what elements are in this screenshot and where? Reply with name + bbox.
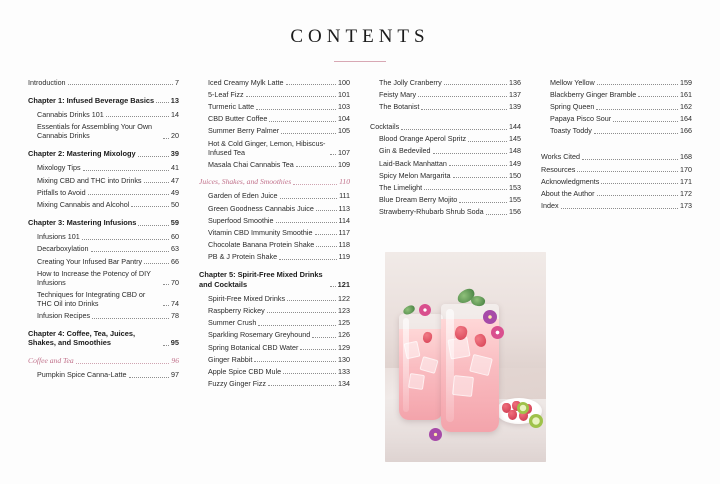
toc-entry-label: Green Goodness Cannabis Juice <box>208 203 314 213</box>
toc-entry-label: Cocktails <box>370 122 400 132</box>
toc-leader-dots <box>92 318 169 319</box>
toc-entry-page: 109 <box>338 159 350 169</box>
toc-entry[interactable] <box>199 379 350 388</box>
toc-entry[interactable] <box>370 102 521 111</box>
toc-entry-page: 144 <box>509 122 521 132</box>
toc-entry[interactable] <box>28 244 179 253</box>
toc-leader-dots <box>316 210 337 211</box>
toc-entry-label: Sparkling Rosemary Greyhound <box>208 330 311 340</box>
toc-entry-label: Pitfalls to Avoid <box>37 187 86 197</box>
toc-entry-page: 39 <box>170 149 179 159</box>
toc-entry-page: 133 <box>338 366 350 376</box>
toc-entry[interactable] <box>199 90 350 99</box>
toc-leader-dots <box>486 214 507 215</box>
toc-entry-label: Fuzzy Ginger Fizz <box>208 379 266 389</box>
toc-leader-dots <box>131 206 169 207</box>
toc-entry-label: Essentials for Assembling Your Own Cannabis Drinks <box>37 122 153 141</box>
toc-entry-label: Mixology Tips <box>37 163 81 173</box>
toc-entry[interactable] <box>199 306 350 315</box>
toc-entry-page: 173 <box>680 201 692 211</box>
toc-leader-dots <box>418 96 507 97</box>
toc-entry-label: CBD Butter Coffee <box>208 114 268 124</box>
toc-entry[interactable] <box>370 171 521 180</box>
toc-leader-dots <box>91 251 169 252</box>
toc-leader-dots <box>163 345 169 346</box>
toc-leader-dots <box>300 349 336 350</box>
toc-leader-dots <box>276 222 337 223</box>
toc-entry-label: Vitamin CBD Immunity Smoothie <box>208 227 313 237</box>
toc-entry[interactable] <box>541 152 692 161</box>
toc-entry[interactable] <box>199 330 350 339</box>
toc-leader-dots <box>258 325 336 326</box>
toc-leader-dots <box>330 286 336 287</box>
toc-entry[interactable] <box>28 176 179 185</box>
toc-entry-label: Spring Botanical CBD Water <box>208 342 299 352</box>
toc-leader-dots <box>312 337 336 338</box>
toc-entry[interactable] <box>370 134 521 143</box>
toc-entry-label: Spring Queen <box>550 102 595 112</box>
toc-entry[interactable] <box>28 232 179 241</box>
toc-entry-page: 126 <box>338 330 350 340</box>
toc-entry-page: 107 <box>338 147 350 157</box>
toc-leader-dots <box>453 177 507 178</box>
toc-entry[interactable] <box>370 183 521 192</box>
toc-entry-page: 149 <box>509 158 521 168</box>
toc-entry-page: 121 <box>337 279 350 289</box>
toc-entry-page: 145 <box>509 134 521 144</box>
toc-entry-label: Gin & Bedeviled <box>379 146 431 156</box>
toc-entry-page: 123 <box>338 305 350 315</box>
toc-entry-label: Cannabis Drinks 101 <box>37 109 104 119</box>
toc-leader-dots <box>638 96 678 97</box>
toc-entry-page: 20 <box>171 131 179 141</box>
toc-leader-dots <box>401 129 507 130</box>
toc-leader-dots <box>597 84 678 85</box>
toc-leader-dots <box>293 184 337 185</box>
toc-leader-dots <box>433 153 507 154</box>
toc-leader-dots <box>88 194 169 195</box>
toc-entry-label: Apple Spice CBD Mule <box>208 366 282 376</box>
toc-entry-label: Works Cited <box>541 152 581 162</box>
toc-entry-label: Resources <box>541 164 576 174</box>
toc-entry[interactable] <box>199 114 350 123</box>
toc-entry-page: 129 <box>338 342 350 352</box>
toc-entry-label: How to Increase the Potency of DIY Infusions <box>37 268 151 287</box>
toc-entry-label: Pumpkin Spice Canna-Latte <box>37 370 127 380</box>
toc-entry[interactable] <box>199 216 350 225</box>
toc-entry-label: Masala Chai Cannabis Tea <box>208 159 294 169</box>
toc-entry-page: 111 <box>339 191 350 201</box>
toc-entry-page: 161 <box>680 89 692 99</box>
toc-entry[interactable] <box>199 78 350 87</box>
toc-entry[interactable] <box>199 355 350 364</box>
toc-entry[interactable] <box>541 102 692 111</box>
toc-leader-dots <box>577 171 678 172</box>
toc-entry-page: 14 <box>171 109 179 119</box>
toc-entry-page: 78 <box>171 311 179 321</box>
toc-entry-label: Coffee and Tea <box>28 355 74 365</box>
toc-entry-label: Iced Creamy Mylk Latte <box>208 77 284 87</box>
toc-entry-page: 153 <box>509 183 521 193</box>
toc-leader-dots <box>601 183 678 184</box>
toc-leader-dots <box>283 373 336 374</box>
toc-entry-page: 155 <box>509 195 521 205</box>
toc-leader-dots <box>582 159 678 160</box>
toc-entry[interactable] <box>28 163 179 172</box>
toc-leader-dots <box>163 284 169 285</box>
toc-entry-label: Decarboxylation <box>37 244 89 254</box>
toc-entry[interactable] <box>28 356 179 365</box>
toc-entry-label: Creating Your Infused Bar Pantry <box>37 256 143 266</box>
flower-garnish-purple-2 <box>429 428 442 441</box>
toc-entry-page: 162 <box>680 102 692 112</box>
toc-leader-dots <box>83 170 169 171</box>
toc-entry-page: 70 <box>171 277 179 287</box>
toc-leader-dots <box>421 109 507 110</box>
toc-leader-dots <box>459 202 507 203</box>
toc-entry-page: 150 <box>509 170 521 180</box>
toc-leader-dots <box>280 198 338 199</box>
toc-entry[interactable] <box>370 195 521 204</box>
toc-entry-page: 117 <box>338 227 350 237</box>
lime-garnish-2 <box>529 414 543 428</box>
toc-leader-dots <box>613 121 678 122</box>
toc-entry[interactable] <box>541 90 692 99</box>
toc-entry[interactable] <box>199 126 350 135</box>
toc-leader-dots <box>76 363 170 364</box>
toc-entry[interactable] <box>28 311 179 320</box>
toc-entry-page: 164 <box>680 114 692 124</box>
toc-entry-page: 110 <box>339 176 350 186</box>
toc-leader-dots <box>269 121 336 122</box>
toc-leader-dots <box>268 385 336 386</box>
toc-entry[interactable] <box>199 294 350 303</box>
toc-entry[interactable] <box>541 177 692 186</box>
contents-column-4 <box>531 78 702 392</box>
toc-entry-label: Chapter 5: Spirit-Free Mixed Drinks and Cocktails <box>199 270 323 289</box>
toc-entry-label: Introduction <box>28 77 66 87</box>
toc-entry[interactable] <box>28 257 179 266</box>
toc-entry[interactable] <box>199 102 350 111</box>
toc-entry-page: 7 <box>175 77 179 87</box>
toc-entry[interactable] <box>370 207 521 216</box>
toc-entry-page: 66 <box>171 256 179 266</box>
cocktail-glass-left <box>399 314 443 420</box>
contents-column-2 <box>189 78 360 392</box>
toc-leader-dots <box>138 225 168 226</box>
toc-entry-page: 139 <box>509 102 521 112</box>
toc-entry-label: Summer Crush <box>208 318 257 328</box>
toc-entry[interactable] <box>199 160 350 169</box>
toc-entry[interactable] <box>541 78 692 87</box>
toc-entry-label: Spicy Melon Margarita <box>379 170 451 180</box>
toc-entry[interactable] <box>199 228 350 237</box>
toc-entry[interactable] <box>28 269 179 287</box>
toc-leader-dots <box>279 259 336 260</box>
toc-entry-label: Ginger Rabbit <box>208 354 253 364</box>
flower-garnish-purple <box>483 310 497 324</box>
toc-entry-label: Hot & Cold Ginger, Lemon, Hibiscus-Infused Tea <box>208 138 326 157</box>
toc-entry-page: 47 <box>171 175 179 185</box>
toc-entry[interactable] <box>28 218 179 227</box>
toc-entry-page: 156 <box>509 207 521 217</box>
toc-entry-page: 104 <box>338 114 350 124</box>
toc-entry-page: 49 <box>171 187 179 197</box>
toc-entry[interactable] <box>199 191 350 200</box>
toc-entry-label: Mixing Cannabis and Alcohol <box>37 199 130 209</box>
toc-entry-label: Chapter 1: Infused Beverage Basics <box>28 95 155 105</box>
toc-leader-dots <box>267 312 336 313</box>
page-title: CONTENTS <box>290 26 430 47</box>
toc-entry-page: 137 <box>509 89 521 99</box>
toc-leader-dots <box>561 208 678 209</box>
toc-entry-page: 170 <box>680 164 692 174</box>
toc-entry[interactable] <box>28 96 179 105</box>
toc-leader-dots <box>596 109 678 110</box>
toc-entry-label: Feisty Mary <box>379 89 417 99</box>
toc-entry-label: Acknowledgments <box>541 176 600 186</box>
toc-leader-dots <box>144 263 169 264</box>
toc-entry-label: Papaya Pisco Sour <box>550 114 612 124</box>
toc-entry[interactable] <box>541 165 692 174</box>
toc-leader-dots <box>444 84 507 85</box>
toc-entry-page: 100 <box>338 77 350 87</box>
toc-entry-label: Infusions 101 <box>37 232 80 242</box>
toc-entry-page: 13 <box>170 95 179 105</box>
toc-leader-dots <box>286 84 337 85</box>
photo-image <box>385 252 546 462</box>
toc-entry-page: 96 <box>171 355 179 365</box>
toc-entry[interactable] <box>370 78 521 87</box>
toc-leader-dots <box>330 154 336 155</box>
toc-entry-page: 168 <box>680 152 692 162</box>
toc-entry-page: 119 <box>338 252 350 262</box>
toc-entry-page: 103 <box>338 102 350 112</box>
toc-entry-page: 59 <box>170 217 179 227</box>
toc-leader-dots <box>315 234 337 235</box>
toc-leader-dots <box>254 361 336 362</box>
flower-garnish-pink <box>491 326 504 339</box>
toc-entry-page: 97 <box>171 370 179 380</box>
toc-leader-dots <box>594 133 678 134</box>
toc-entry[interactable] <box>370 90 521 99</box>
toc-entry-page: 172 <box>680 189 692 199</box>
toc-entry-label: PB & J Protein Shake <box>208 252 278 262</box>
toc-entry-label: Index <box>541 201 559 211</box>
toc-entry-label: Chapter 4: Coffee, Tea, Juices, Shakes, and Smoothies <box>28 329 136 348</box>
toc-entry-page: 60 <box>171 232 179 242</box>
toc-entry-label: Spirit-Free Mixed Drinks <box>208 293 286 303</box>
toc-leader-dots <box>156 102 169 103</box>
toc-entry[interactable] <box>28 188 179 197</box>
flower-garnish-left <box>419 304 431 316</box>
toc-entry-label: Chocolate Banana Protein Shake <box>208 240 315 250</box>
toc-entry-label: Turmeric Latte <box>208 102 255 112</box>
toc-entry[interactable] <box>199 318 350 327</box>
toc-leader-dots <box>246 96 336 97</box>
toc-leader-dots <box>163 138 169 139</box>
toc-leader-dots <box>281 133 336 134</box>
toc-entry-label: Mixing CBD and THC into Drinks <box>37 175 142 185</box>
toc-entry-page: 95 <box>170 338 179 348</box>
toc-entry[interactable] <box>199 177 350 186</box>
toc-entry[interactable] <box>28 110 179 119</box>
toc-entry-page: 101 <box>338 89 350 99</box>
toc-leader-dots <box>468 141 507 142</box>
toc-entry-label: Toasty Toddy <box>550 126 592 136</box>
toc-entry-label: Summer Berry Palmer <box>208 126 280 136</box>
toc-leader-dots <box>287 300 336 301</box>
toc-entry-label: Laid-Back Manhattan <box>379 158 447 168</box>
toc-entry[interactable] <box>28 329 179 348</box>
toc-entry-page: 122 <box>338 293 350 303</box>
toc-entry-label: Blackberry Ginger Bramble <box>550 89 637 99</box>
toc-entry[interactable] <box>28 290 179 308</box>
toc-entry-label: Blue Dream Berry Mojito <box>379 195 458 205</box>
toc-entry-label: Infusion Recipes <box>37 311 91 321</box>
toc-entry[interactable] <box>370 159 521 168</box>
contents-column-1 <box>18 78 189 392</box>
toc-entry-page: 134 <box>338 379 350 389</box>
toc-entry-page: 171 <box>680 176 692 186</box>
toc-leader-dots <box>163 305 169 306</box>
toc-leader-dots <box>129 377 170 378</box>
toc-entry[interactable] <box>28 200 179 209</box>
toc-entry[interactable] <box>541 189 692 198</box>
title-divider <box>334 61 386 62</box>
contents-columns <box>0 78 720 392</box>
toc-entry[interactable] <box>199 139 350 157</box>
toc-entry-label: Blood Orange Aperol Spritz <box>379 134 467 144</box>
toc-entry-page: 125 <box>338 318 350 328</box>
toc-entry-label: Techniques for Integrating CBD or THC Oil into Drinks <box>37 289 146 308</box>
toc-entry[interactable] <box>199 367 350 376</box>
toc-entry-label: Garden of Eden Juice <box>208 191 278 201</box>
toc-entry[interactable] <box>28 78 179 87</box>
toc-entry[interactable] <box>541 126 692 135</box>
toc-entry-label: Superfood Smoothie <box>208 215 274 225</box>
toc-leader-dots <box>138 156 169 157</box>
toc-leader-dots <box>597 195 678 196</box>
toc-entry-label: Chapter 3: Mastering Infusions <box>28 217 137 227</box>
toc-entry-page: 136 <box>509 77 521 87</box>
toc-entry-label: 5-Leaf Fizz <box>208 89 244 99</box>
toc-entry[interactable] <box>199 270 350 289</box>
toc-entry-label: The Jolly Cranberry <box>379 77 442 87</box>
cocktail-photo <box>385 252 546 462</box>
toc-entry-page: 74 <box>171 298 179 308</box>
toc-entry[interactable] <box>28 149 179 158</box>
toc-leader-dots <box>449 165 507 166</box>
lime-garnish <box>517 402 529 414</box>
toc-entry-page: 63 <box>171 244 179 254</box>
toc-entry[interactable] <box>370 122 521 131</box>
toc-leader-dots <box>256 109 336 110</box>
toc-entry-page: 130 <box>338 354 350 364</box>
toc-entry[interactable] <box>199 252 350 261</box>
toc-entry-label: Raspberry Rickey <box>208 305 265 315</box>
toc-entry-page: 50 <box>171 199 179 209</box>
toc-entry-label: Juices, Shakes, and Smoothies <box>199 176 292 186</box>
toc-entry[interactable] <box>370 146 521 155</box>
toc-entry[interactable] <box>28 370 179 379</box>
toc-entry-label: Strawberry-Rhubarb Shrub Soda <box>379 207 484 217</box>
toc-entry[interactable] <box>541 201 692 210</box>
toc-leader-dots <box>82 239 169 240</box>
toc-leader-dots <box>106 116 169 117</box>
toc-entry-page: 41 <box>171 163 179 173</box>
toc-entry-label: Mellow Yellow <box>550 77 595 87</box>
toc-leader-dots <box>144 182 169 183</box>
toc-entry-label: The Limelight <box>379 183 423 193</box>
toc-entry-label: About the Author <box>541 189 595 199</box>
toc-entry-label: The Botanist <box>379 102 420 112</box>
toc-entry-label: Chapter 2: Mastering Mixology <box>28 149 136 159</box>
toc-entry-page: 114 <box>338 215 350 225</box>
toc-entry-page: 113 <box>338 203 350 213</box>
toc-entry-page: 166 <box>680 126 692 136</box>
toc-leader-dots <box>296 166 336 167</box>
toc-entry-page: 118 <box>338 240 350 250</box>
toc-leader-dots <box>424 189 507 190</box>
toc-entry[interactable] <box>199 240 350 249</box>
toc-entry[interactable] <box>199 204 350 213</box>
toc-entry[interactable] <box>199 343 350 352</box>
toc-entry-page: 148 <box>509 146 521 156</box>
toc-leader-dots <box>68 84 173 85</box>
toc-entry-page: 105 <box>338 126 350 136</box>
toc-entry[interactable] <box>28 122 179 140</box>
toc-entry-page: 159 <box>680 77 692 87</box>
toc-entry[interactable] <box>541 114 692 123</box>
toc-leader-dots <box>316 246 336 247</box>
